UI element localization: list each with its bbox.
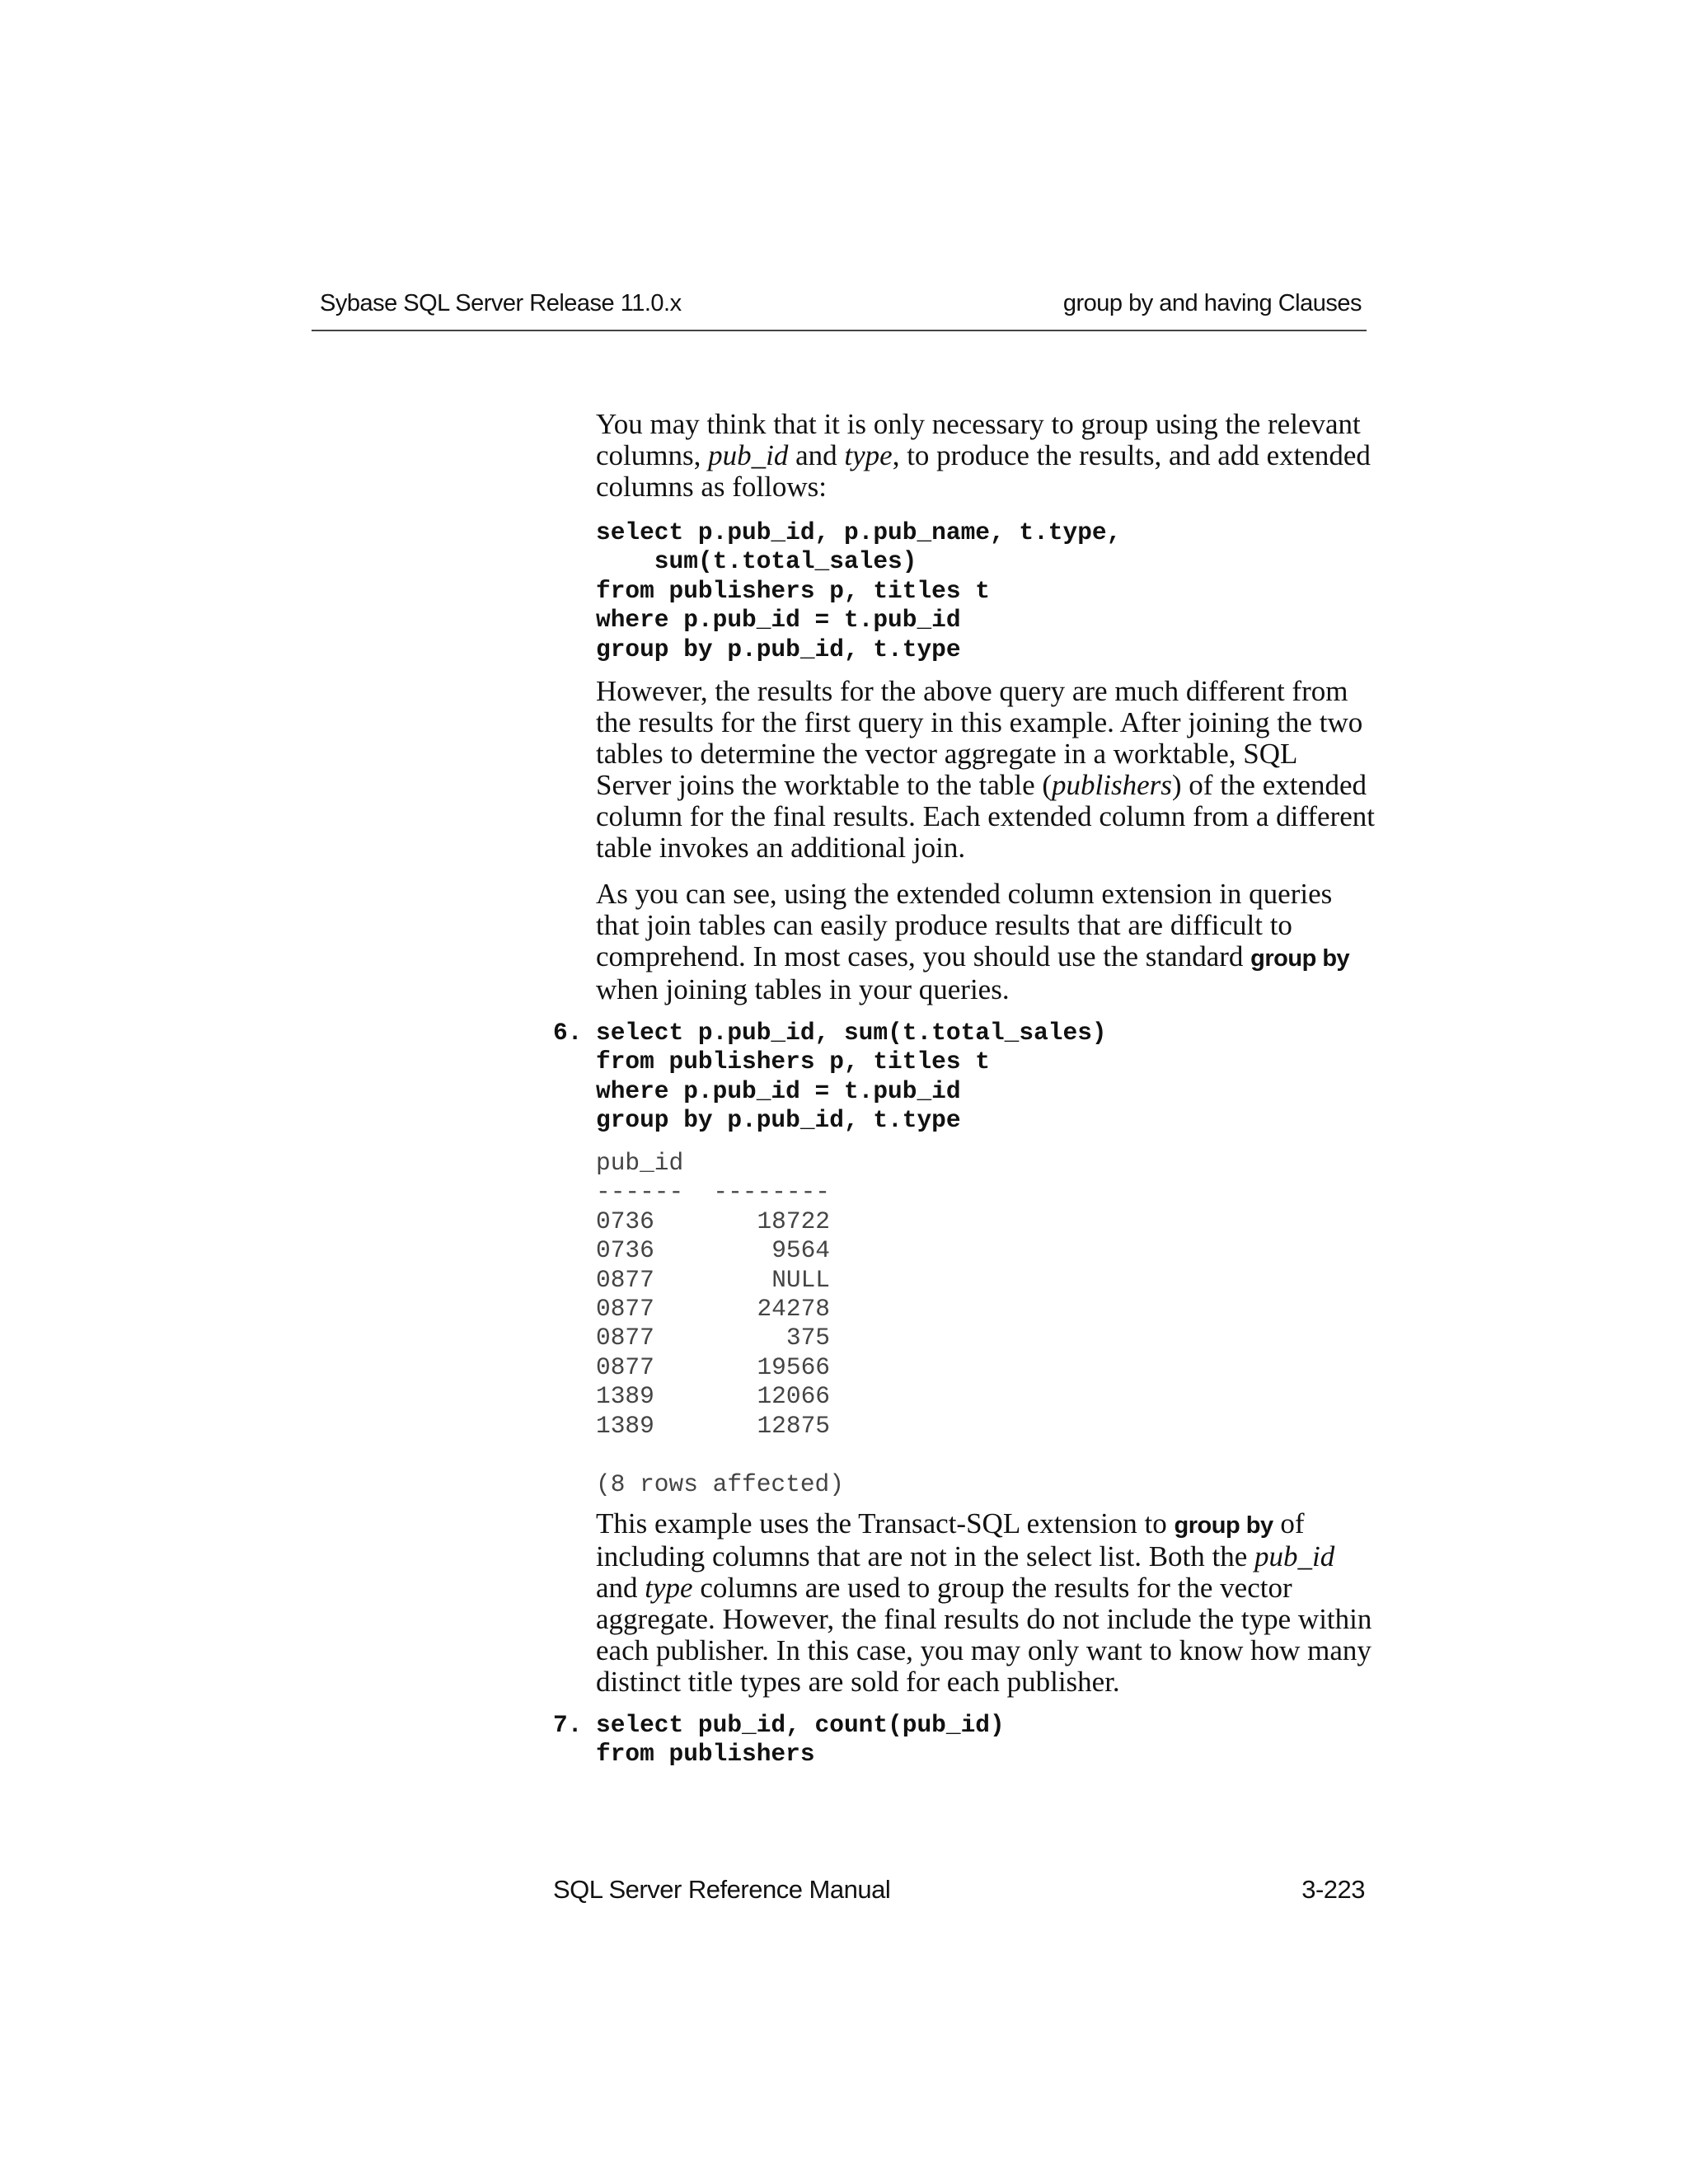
- command-term: group by: [1174, 1512, 1273, 1539]
- paragraph-text: and: [596, 1572, 645, 1604]
- table-row: [596, 1236, 830, 1265]
- paragraph-text: when joining tables in your queries.: [596, 973, 1010, 1005]
- sales-sum-cell: 24278: [757, 1295, 830, 1324]
- column-separator: ------: [596, 1178, 684, 1207]
- header-section-title: group by and having Clauses: [1062, 290, 1362, 316]
- example-number: 7.: [553, 1711, 583, 1739]
- table-row: [596, 1266, 830, 1295]
- code-block-extended-columns: select p.pub_id, p.pub_name, t.type, sum(t.total_sales) from publishers p, titles t where p.pub_id = t.pub_id group by p.pub_id, t.type: [596, 518, 1122, 663]
- sales-sum-cell: NULL: [771, 1265, 830, 1294]
- footer-manual-title: SQL Server Reference Manual: [553, 1875, 891, 1904]
- table-row: [596, 1382, 830, 1411]
- paragraph-text: and: [788, 439, 845, 471]
- table-row: [596, 1207, 830, 1236]
- sales-sum-cell: 19566: [757, 1352, 830, 1381]
- code-block-example-7: select pub_id, count(pub_id) from publishers: [596, 1711, 1005, 1769]
- pub-id-cell: 0736: [596, 1207, 654, 1235]
- paragraph-transact-sql-extension: [596, 1508, 1379, 1698]
- page-number: 3-223: [1301, 1875, 1365, 1904]
- table-row: [596, 1295, 830, 1324]
- paragraph-text: This example uses the Transact-SQL extension to: [596, 1507, 1175, 1540]
- table-row: [596, 1353, 830, 1382]
- paragraph-intro: [596, 409, 1379, 503]
- command-term: group by: [1250, 945, 1350, 972]
- table-row: [596, 1324, 830, 1352]
- pub-id-cell: 0877: [596, 1295, 654, 1324]
- table-row: [596, 1412, 830, 1441]
- rows-affected-message: (8 rows affected): [596, 1470, 844, 1498]
- column-header: [698, 1149, 830, 1178]
- emphasis-term: pub_id: [1254, 1540, 1335, 1572]
- result-separator-row: [596, 1178, 830, 1207]
- result-header-row: [596, 1149, 830, 1178]
- sales-sum-cell: 375: [785, 1324, 830, 1352]
- paragraph-text: ) of the extended column for the final results. Each extended column from a different table invokes an additional join.: [596, 769, 1375, 864]
- emphasis-term: type: [645, 1572, 693, 1604]
- paragraph-text: As you can see, using the extended column extension in queries that join tables can easily produce results that are difficult to comprehend. In most cases, you should use the standard: [596, 878, 1333, 972]
- sales-sum-cell: 18722: [757, 1207, 830, 1235]
- pub-id-cell: 0877: [596, 1324, 654, 1352]
- paragraph-text: of including columns that are not in the select list. Both the: [596, 1507, 1305, 1572]
- column-separator: --------: [713, 1178, 830, 1207]
- header-product-title: Sybase SQL Server Release 11.0.x: [320, 290, 682, 316]
- running-header: [312, 287, 1367, 331]
- sales-sum-cell: 12875: [757, 1411, 830, 1440]
- emphasis-term: pub_id: [708, 439, 789, 471]
- code-block-example-6: select p.pub_id, sum(t.total_sales) from publishers p, titles t where p.pub_id = t.pub_id group by p.pub_id, t.type: [596, 1019, 1107, 1135]
- paragraph-extension-advice: [596, 879, 1379, 1005]
- paragraph-text: columns are used to group the results for the vector aggregate. However, the final results do not include the type within each publisher. In this case, you may only want to know how many distinct title types are sold for each publisher.: [596, 1572, 1372, 1698]
- paragraph-text: You may think that it is only necessary to group using the relevant columns,: [596, 408, 1361, 471]
- pub-id-cell: 1389: [596, 1382, 654, 1411]
- sales-sum-cell: 9564: [771, 1236, 830, 1265]
- emphasis-term: publishers: [1052, 769, 1172, 801]
- paragraph-results-difference: [596, 676, 1379, 864]
- paragraph-text: However, the results for the above query are much different from the results for the first query in this example. After joining the two tables to determine the vector aggregate in a worktable, SQL Server joins the worktable to the table (: [596, 675, 1363, 801]
- pub-id-cell: 1389: [596, 1411, 654, 1440]
- pub-id-cell: 0877: [596, 1352, 654, 1381]
- pub-id-cell: 0736: [596, 1236, 654, 1265]
- paragraph-text: , to produce the results, and add extended columns as follows:: [596, 439, 1371, 503]
- sales-sum-cell: 12066: [757, 1382, 830, 1411]
- column-header: pub_id: [596, 1149, 684, 1177]
- pub-id-cell: 0877: [596, 1265, 654, 1294]
- example-number: 6.: [553, 1019, 583, 1047]
- emphasis-term: type: [844, 439, 893, 471]
- query-result-table: [596, 1149, 830, 1441]
